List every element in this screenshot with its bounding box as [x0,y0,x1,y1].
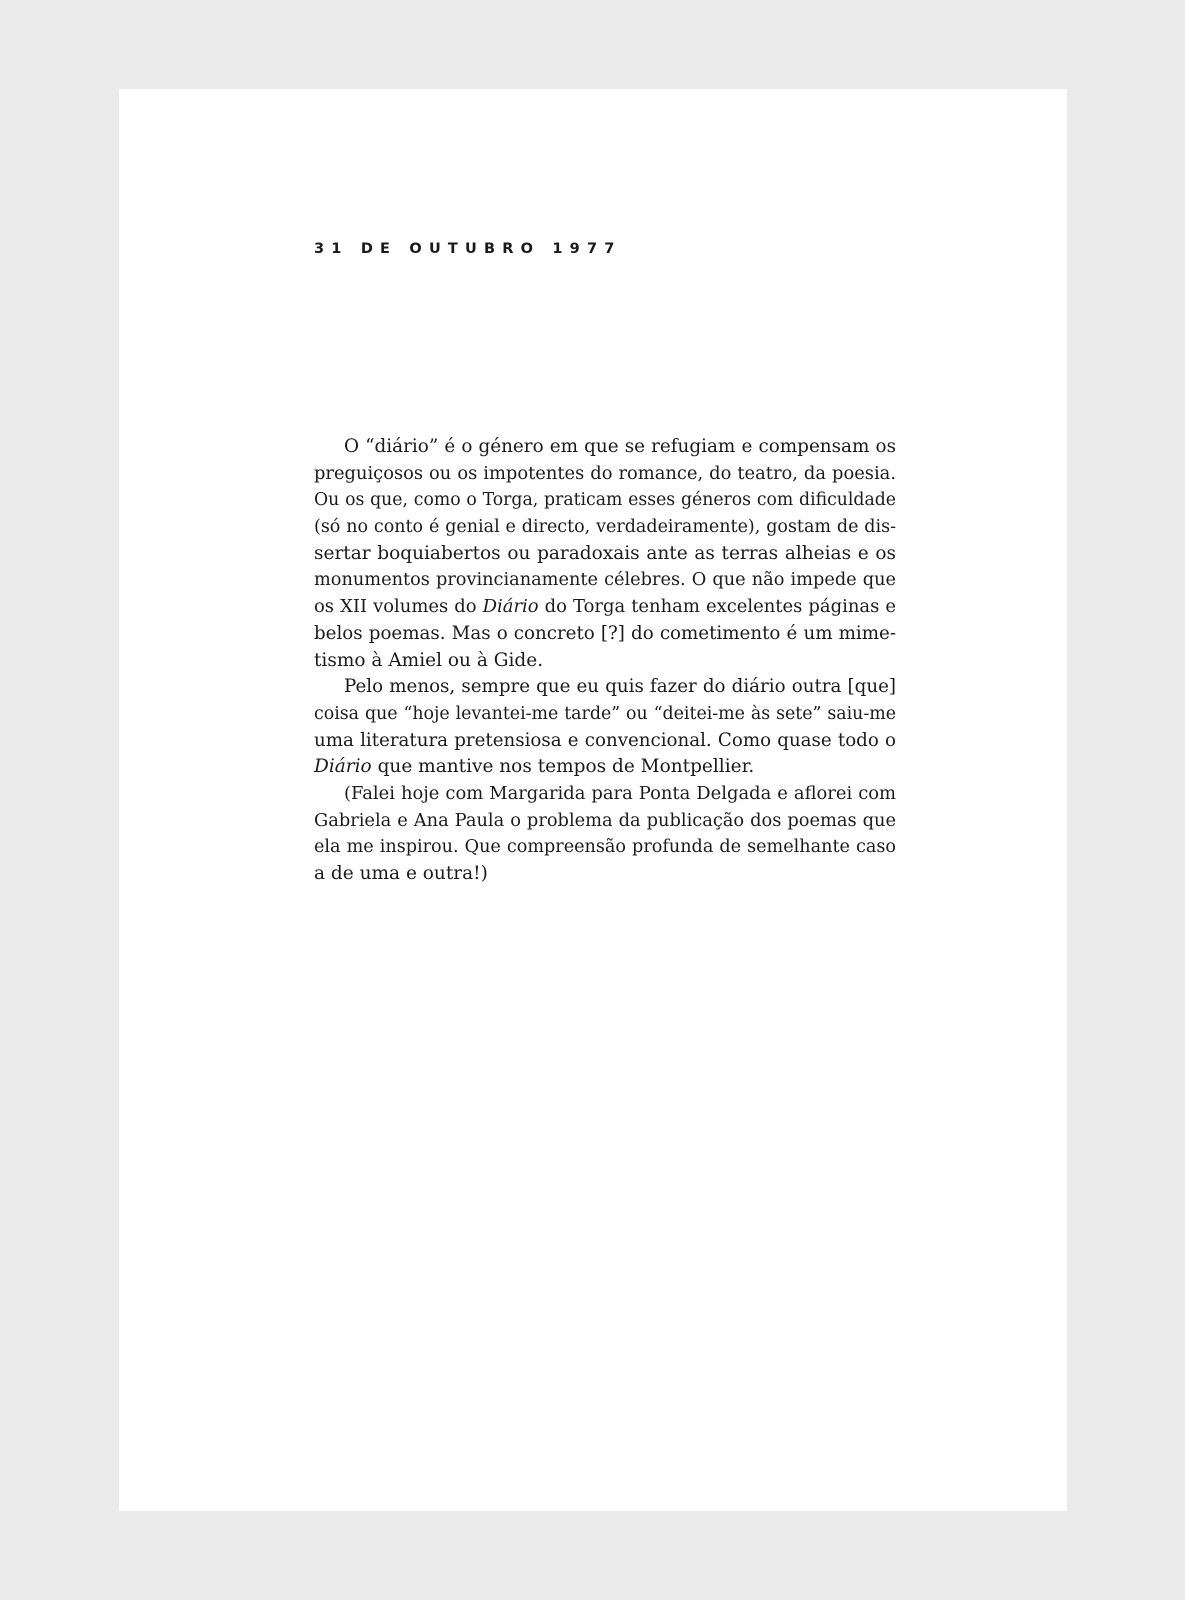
text-line: preguiçosos ou os impotentes do romance, do teatro, da poesia. [314,462,896,484]
entry-date-heading: 31 DE OUTUBRO 1977 [314,241,622,257]
entry-body [314,434,896,888]
text-line: uma literatura pretensiosa e convencional. Como quase todo o [314,729,896,751]
text-line: Ou os que, como o Torga, praticam esses géneros com dificuldade [314,490,896,511]
text-line: monumentos provincianamente célebres. O que não impede que [314,570,896,591]
text-line: (só no conto é genial e directo, verdadeiramente), gostam de dis- [314,517,896,538]
paragraph [314,781,896,888]
text-line: coisa que “hoje levantei-me tarde” ou “deitei-me às sete” saiu-me [314,703,896,724]
text-line: Diário que mantive nos tempos de Montpellier. [314,756,755,778]
text-line: sertar boquiabertos ou paradoxais ante as terras alheias e os [314,542,896,564]
text-line: O “diário” é o género em que se refugiam e compensam os [344,436,896,457]
text-line: Gabriela e Ana Paula o problema da publicação dos poemas que [314,809,896,831]
italic-title: Diário [482,596,539,618]
italic-title: Diário [314,756,372,778]
paragraph [314,674,896,781]
text-line: belos poemas. Mas o concreto [?] do cometimento é um mime- [314,622,896,644]
book-page [119,89,1067,1511]
text-line: ela me inspirou. Que compreensão profunda de semelhante caso [314,837,896,858]
text-line: os XII volumes do Diário do Torga tenham excelentes páginas e [314,596,896,618]
text-line: Pelo menos, sempre que eu quis fazer do diário outra [que] [344,676,896,698]
text-line: (Falei hoje com Margarida para Ponta Delgada e aflorei com [344,782,896,804]
text-line: a de uma e outra!) [314,863,488,884]
text-line: tismo à Amiel ou à Gide. [314,649,544,671]
paragraph [314,434,896,674]
